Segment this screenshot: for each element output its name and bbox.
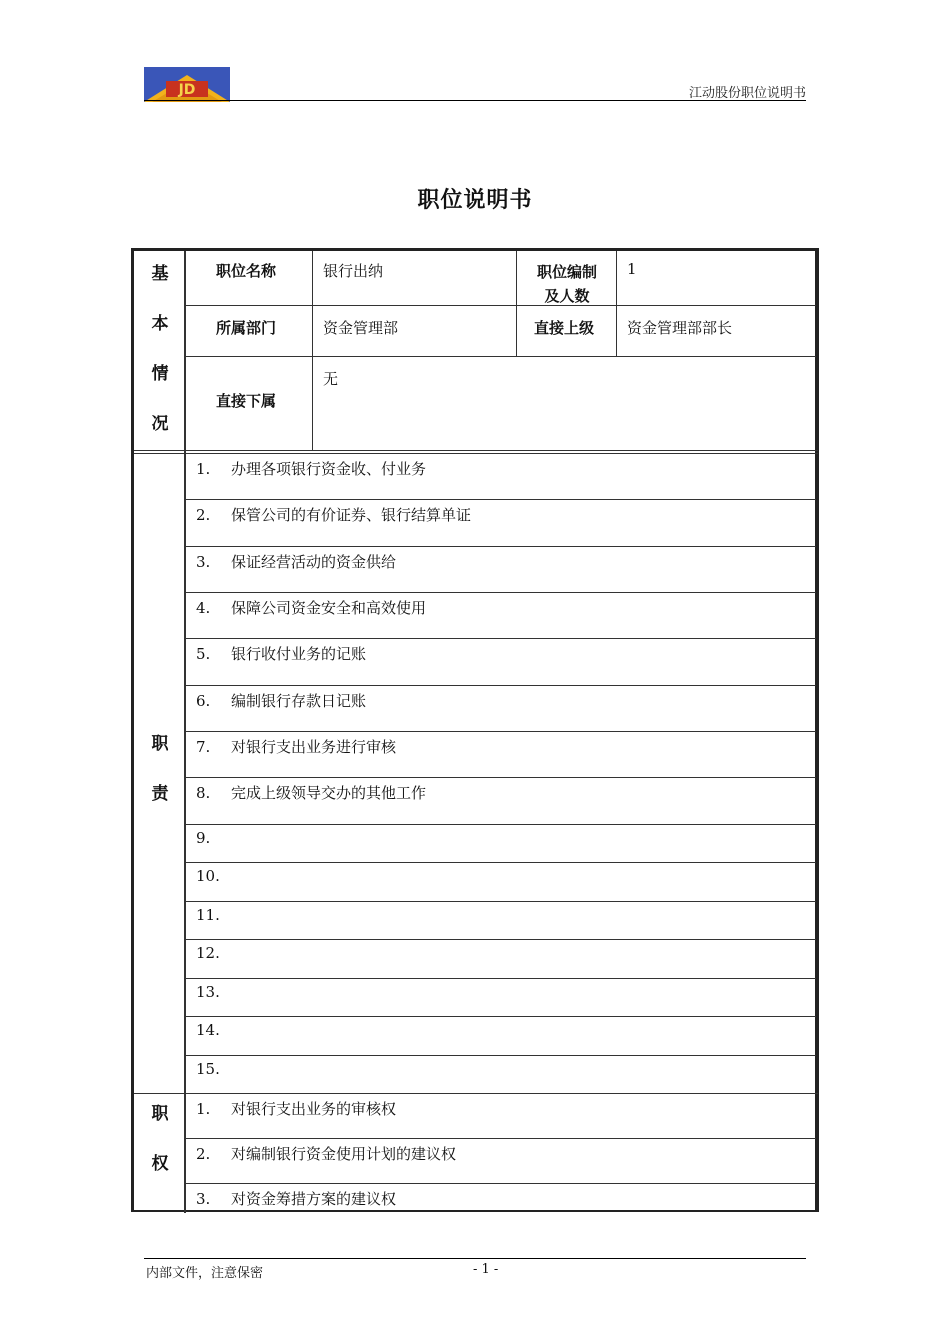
logo-text: JD [178, 82, 196, 98]
subordinate-label: 直接下属 [216, 392, 277, 410]
basic-section-label-4: 况 [151, 414, 169, 434]
authority-number: 3. [196, 1190, 211, 1208]
duty-number: 8. [196, 784, 211, 802]
duty-row [186, 593, 816, 639]
duty-row [186, 686, 816, 732]
headcount-label [532, 260, 602, 308]
header-doc-title: 江动股份职位说明书 [688, 86, 806, 101]
duty-row [186, 454, 816, 500]
duty-text: 编制银行存款日记账 [231, 692, 367, 710]
subordinate-value: 无 [323, 370, 339, 388]
page-title: 职位说明书 [417, 188, 533, 213]
duty-number: 9. [196, 829, 211, 847]
duty-text: 对银行支出业务进行审核 [231, 738, 397, 756]
section-divider-basic [134, 450, 818, 451]
basic-row-line-1 [186, 305, 816, 306]
duty-number: 1. [196, 460, 211, 478]
headcount-label-line2: 及人数 [544, 287, 590, 305]
duty-number: 7. [196, 738, 211, 756]
superior-value: 资金管理部部长 [627, 319, 733, 337]
department-value: 资金管理部 [323, 319, 399, 337]
duty-row [186, 940, 816, 979]
authority-section-label-1: 职 [151, 1104, 169, 1124]
duty-number: 5. [196, 645, 211, 663]
basic-section-label-1: 基 [151, 264, 169, 284]
duty-number: 15. [196, 1060, 220, 1078]
basic-row-line-2 [186, 356, 816, 357]
authority-row [186, 1139, 816, 1184]
duty-number: 10. [196, 867, 220, 885]
duty-text: 保管公司的有价证券、银行结算单证 [231, 506, 472, 524]
duty-row [186, 500, 816, 547]
basic-col-line-3 [616, 251, 617, 356]
job-description-table [131, 248, 819, 1212]
duties-section-label-2: 责 [151, 784, 169, 804]
headcount-value: 1 [627, 260, 637, 278]
authority-row [186, 1094, 816, 1139]
duty-row [186, 863, 816, 902]
duty-text: 完成上级领导交办的其他工作 [231, 784, 427, 802]
duty-number: 2. [196, 506, 211, 524]
duty-row [186, 639, 816, 686]
duty-row [186, 979, 816, 1017]
duty-row [186, 902, 816, 940]
duties-list [186, 454, 816, 1093]
duty-text: 银行收付业务的记账 [231, 645, 367, 663]
duty-text: 保障公司资金安全和高效使用 [231, 599, 427, 617]
duty-number: 4. [196, 599, 211, 617]
duties-section-label-1: 职 [151, 734, 169, 754]
basic-section-label-3: 情 [151, 364, 169, 384]
duty-row [186, 1056, 816, 1094]
basic-col-line-2 [516, 251, 517, 356]
department-label: 所属部门 [216, 319, 277, 337]
basic-section-label-2: 本 [151, 314, 169, 334]
authority-row [186, 1184, 816, 1213]
footer-confidential: 内部文件，注意保密 [146, 1266, 264, 1281]
authority-number: 1. [196, 1100, 211, 1118]
duty-text: 办理各项银行资金收、付业务 [231, 460, 427, 478]
duty-row [186, 547, 816, 593]
position-name-label: 职位名称 [216, 262, 277, 280]
company-logo [144, 67, 230, 102]
authority-text: 对银行支出业务的审核权 [231, 1100, 397, 1118]
duty-number: 11. [196, 906, 220, 924]
authority-list [186, 1094, 816, 1213]
duty-row [186, 825, 816, 863]
position-name-value: 银行出纳 [323, 262, 384, 280]
basic-col-line-1 [312, 251, 313, 451]
headcount-label-line1: 职位编制 [536, 263, 597, 281]
authority-text: 对资金筹措方案的建议权 [231, 1190, 397, 1208]
duty-number: 12. [196, 944, 220, 962]
footer-page-number: - 1 - [473, 1262, 499, 1277]
authority-number: 2. [196, 1145, 211, 1163]
superior-label: 直接上级 [534, 319, 595, 337]
duty-number: 13. [196, 983, 220, 1001]
duty-row [186, 1017, 816, 1056]
header-divider [144, 100, 806, 101]
duty-row [186, 732, 816, 778]
duty-text: 保证经营活动的资金供给 [231, 553, 397, 571]
duty-number: 6. [196, 692, 211, 710]
duty-number: 3. [196, 553, 211, 571]
authority-text: 对编制银行资金使用计划的建议权 [231, 1145, 457, 1163]
footer-divider [144, 1258, 806, 1259]
duty-number: 14. [196, 1021, 220, 1039]
authority-section-label-2: 权 [151, 1154, 169, 1174]
duty-row [186, 778, 816, 825]
